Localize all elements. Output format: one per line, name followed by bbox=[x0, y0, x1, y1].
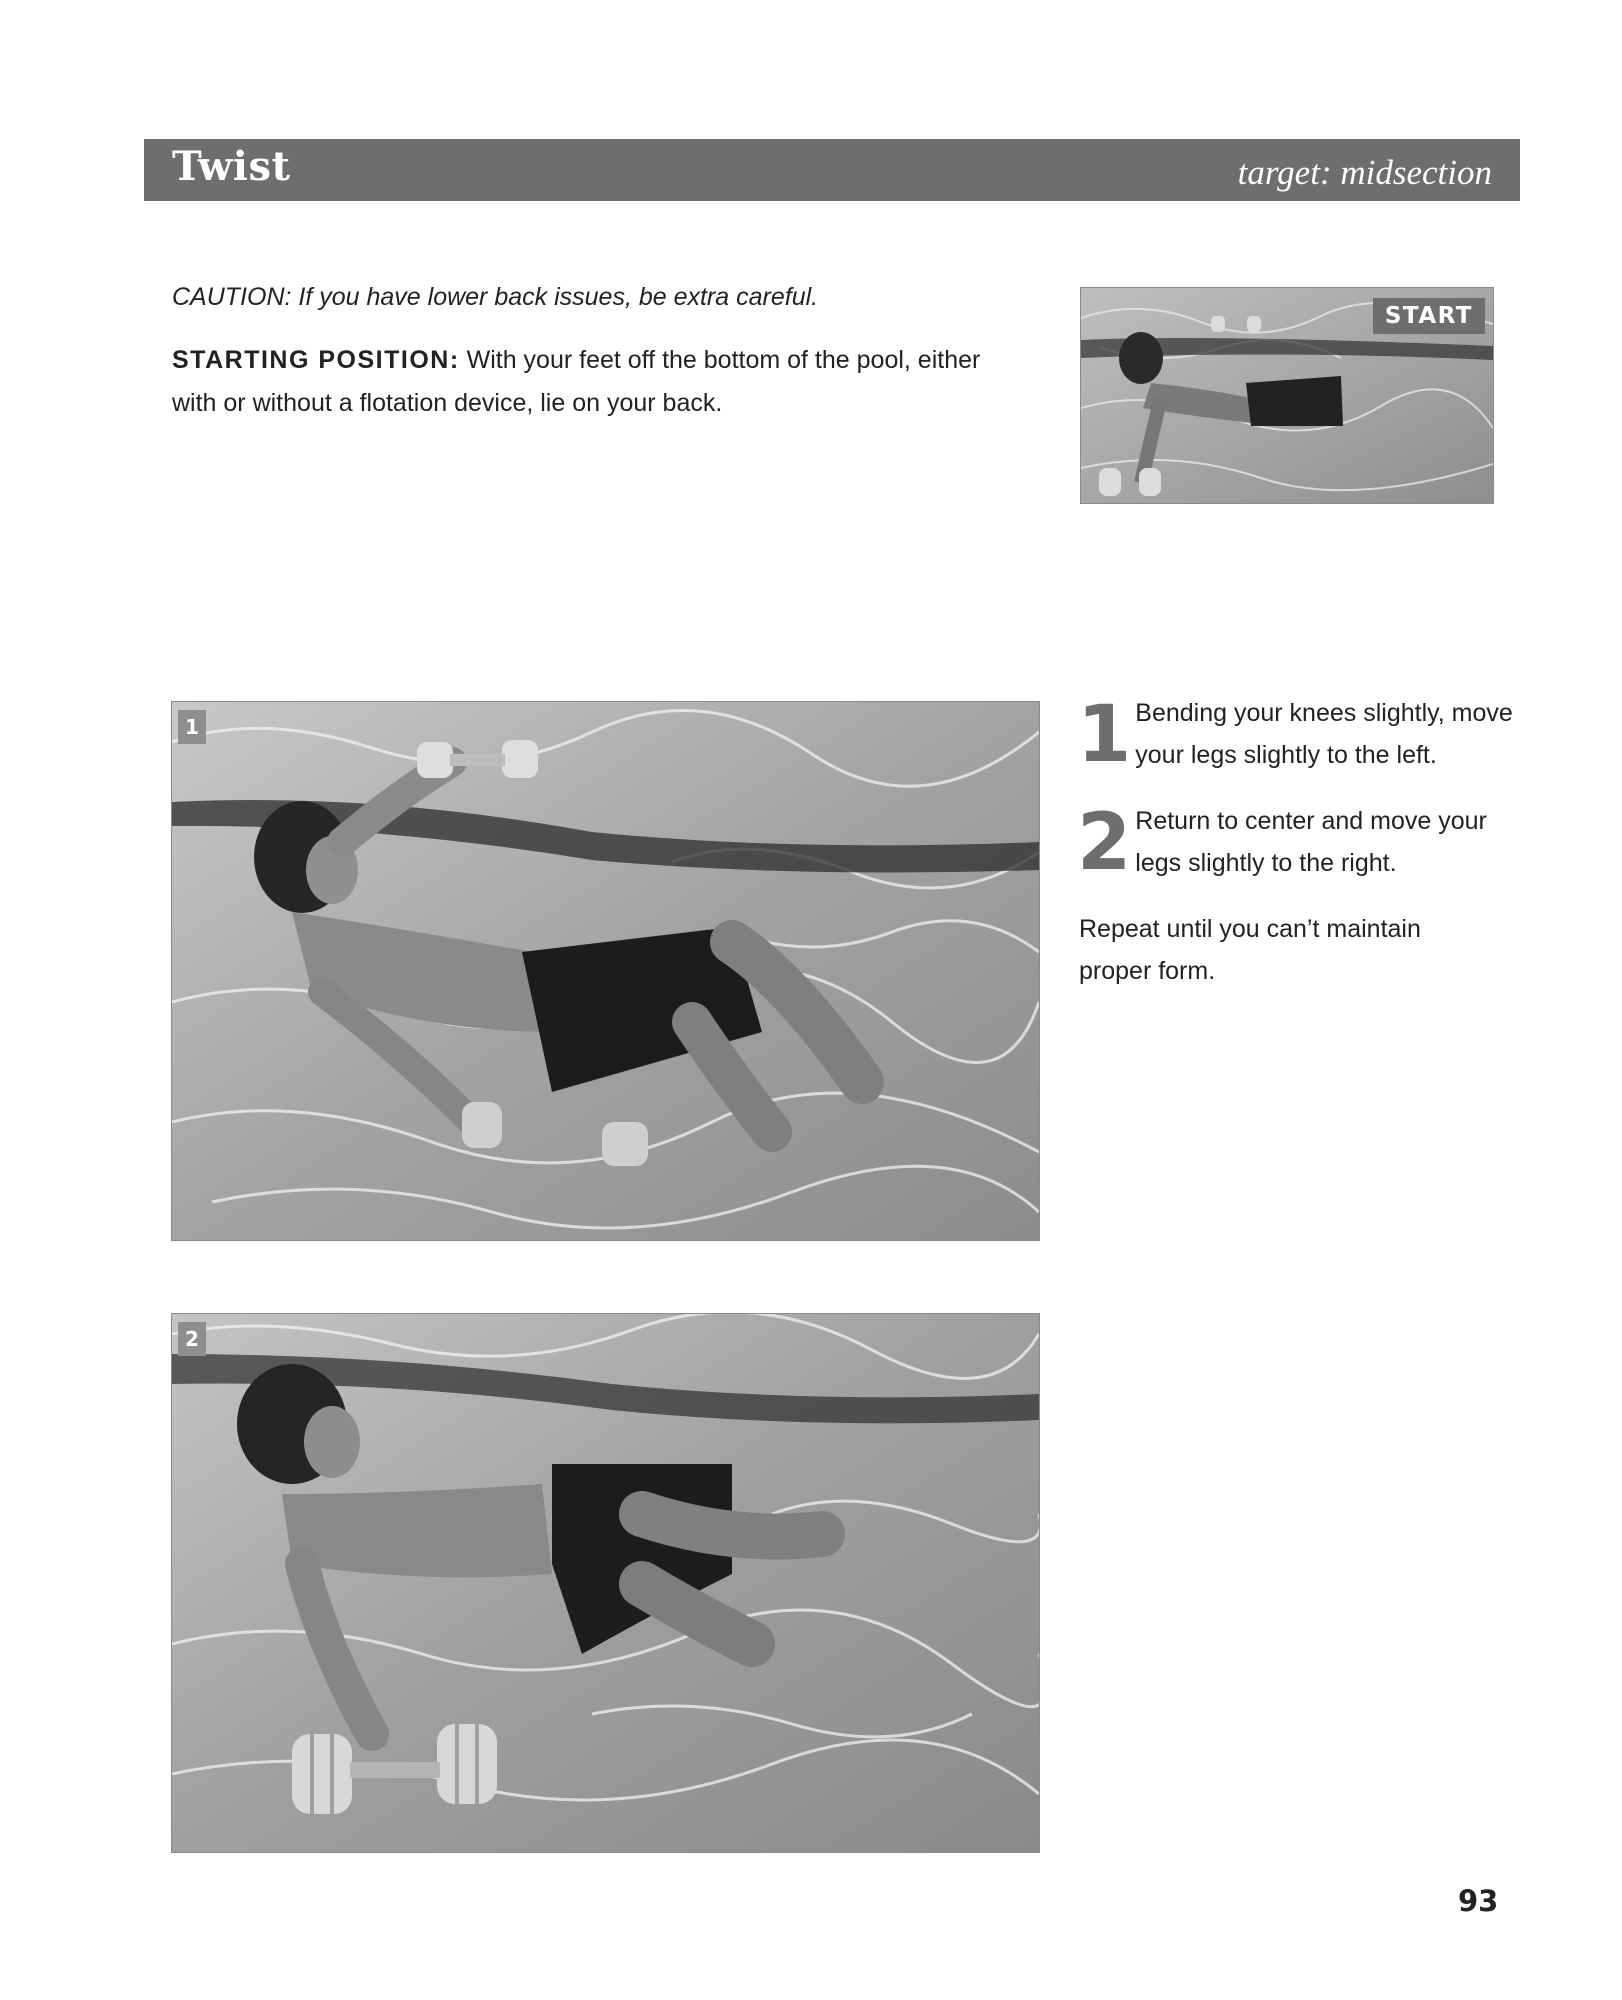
starting-position bbox=[172, 339, 1012, 425]
step-2-badge: 2 bbox=[178, 1322, 206, 1356]
page-number: 93 bbox=[1458, 1884, 1499, 1918]
step-2-photo-image bbox=[172, 1314, 1039, 1852]
step-1 bbox=[1077, 690, 1519, 780]
starting-position-text: With your feet off the bottom of the pool, either with or without a flotation device, lie on your back. bbox=[172, 346, 981, 417]
step-1-text: Bending your knees slightly, move your legs slightly to the left. bbox=[1135, 699, 1513, 769]
step-1-number: 1 bbox=[1077, 690, 1132, 780]
caution-note: CAUTION: If you have lower back issues, be extra careful. bbox=[172, 283, 819, 311]
step-1-photo bbox=[171, 701, 1040, 1241]
repeat-note: Repeat until you can’t maintain proper form. bbox=[1079, 915, 1421, 985]
step-2-text: Return to center and move your legs slightly to the right. bbox=[1135, 807, 1487, 877]
step-1-badge: 1 bbox=[178, 710, 206, 744]
start-photo bbox=[1080, 287, 1494, 504]
step-2-photo bbox=[171, 1313, 1040, 1853]
step-2 bbox=[1077, 798, 1519, 888]
step-2-number: 2 bbox=[1077, 798, 1132, 888]
exercise-title: Twist bbox=[172, 143, 291, 190]
target-label: target: midsection bbox=[1237, 153, 1492, 192]
steps-list bbox=[1079, 692, 1519, 992]
header-bar bbox=[144, 139, 1520, 201]
step-1-photo-image bbox=[172, 702, 1039, 1240]
starting-position-label: STARTING POSITION: bbox=[172, 346, 460, 374]
start-badge: START bbox=[1373, 298, 1485, 334]
